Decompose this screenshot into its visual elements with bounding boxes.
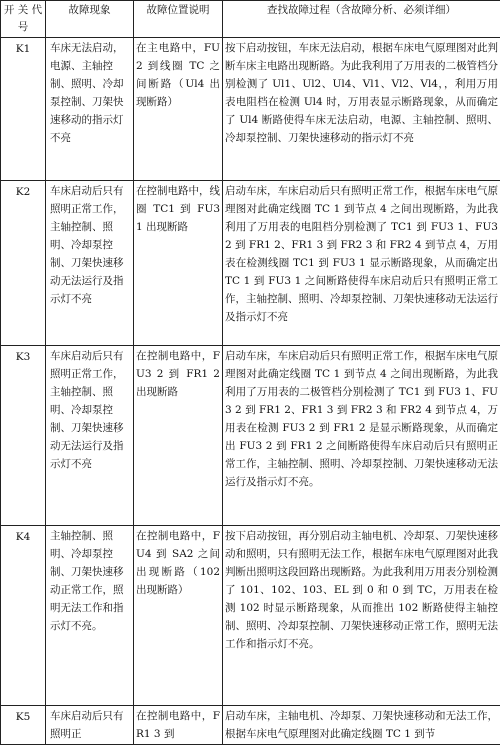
- row-code: K2: [1, 181, 46, 346]
- header-row: [1, 1, 500, 38]
- header-process: 查找故障过程（含故障分析、必须详细）: [223, 1, 500, 38]
- row-location: 在控制电路中，线圈 TC1 到 FU3 1 出现断路: [134, 181, 223, 346]
- row-location: 在控制电路中，FR1 3 到: [134, 706, 223, 745]
- table-row: [1, 38, 500, 181]
- row-phenomenon: 车床无法启动，电源、主轴控制、照明、冷却泵控制、刀架快速移动的指示灯不亮: [46, 38, 134, 181]
- row-code: K5: [1, 706, 46, 745]
- table-row: [1, 346, 500, 526]
- row-process: 启动车床，主轴电机、冷却泵、刀架快速移动和无法工作，根据车床电气原理图对此确定线圈 TC 1 到节: [223, 706, 500, 745]
- row-phenomenon: 车床启动后只有照明正常工作，主轴控制、照明、冷却泵控制、刀架快速移动无法运行及指示灯不亮: [46, 346, 134, 526]
- row-process: 启动车床，车床启动后只有照明正常工作，根据车床电气原理图对此确定线圈 TC 1 到节点 4 之间出现断路，为此我利用了万用表的二极管档分别检测了 TC1 到 FU3 1、FU3 2 到 FR1 2、FR1 3 到 FR2 3 和 FR2 4 到节点 4，万用表在检测 FU3 2 到 FR1 2 是显示断路现象，从而确定出 FU3 2 到 FR1 2 之间断路使得车床启动后只有照明正常工作，主轴控制、照明、冷却泵控制、刀架快速移动无法运行及指示灯不亮。: [223, 346, 500, 526]
- header-location: 故障位置说明: [134, 1, 223, 38]
- table-row: [1, 706, 500, 745]
- row-phenomenon: 主轴控制、照明、冷却泵控制、刀架快速移动正常工作，照明无法工作和指示灯不亮。: [46, 526, 134, 706]
- row-phenomenon: 车床启动后只有照明正常工作，主轴控制、照明、冷却泵控制、刀架快速移动无法运行及指示灯不亮: [46, 181, 134, 346]
- row-phenomenon: 车床启动后只有照明正: [46, 706, 134, 745]
- row-code: K1: [1, 38, 46, 181]
- header-phenomenon: 故障现象: [46, 1, 134, 38]
- row-code: K3: [1, 346, 46, 526]
- row-process: 启动车床，车床启动后只有照明正常工作，根据车床电气原理图对此确定线圈 TC 1 到节点 4 之间出现断路，为此我利用了万用表的电阻档分别检测了 TC1 到 FU3 1、FU3 2 到 FR1 2、FR1 3 到 FR2 3 和 FR2 4 到节点 4，万用表在检测线圈 TC1 到 FU3 1 显示断路现象，从而确定出 TC 1 到 FU3 1 之间断路使得车床启动后只有照明正常工作，主轴控制、照明、冷却泵控制、刀架快速移动无法运行及指示灯不亮: [223, 181, 500, 346]
- table-row: [1, 181, 500, 346]
- row-location: 在控制电路中，FU4 到 SA2 之间出现断路（102 出现断路）: [134, 526, 223, 706]
- header-code: 开 关 代号: [1, 1, 46, 38]
- table-row: [1, 526, 500, 706]
- row-code: K4: [1, 526, 46, 706]
- row-process: 按下启动按钮，再分别启动主轴电机、冷却泵、刀架快速移动和照明，只有照明无法工作，根据车床电气原理图对此我判断出照明这段回路出现断路。为此我利用万用表分别检测了 101、102、103、EL 到 0 和 0 到 TC，万用表在检测 102 时显示断路现象，从而推出 102 断路使得主轴控制、照明、冷却泵控制、刀架快速移动正常工作，照明无法工作和指示灯不亮。: [223, 526, 500, 706]
- row-process: 按下启动按钮，车床无法启动，根据车床电气原理图对此判断车床主电路出现断路。为此我利用了万用表的二极管档分别检测了 Ul1、Ul2、Ul4、Vl1、Vl2、Vl4，，利用万用表电阻档在检测 Ul4 时，万用表显示断路现象，从而确定了 Ul4 断路使得车床无法启动，电源、主轴控制、照明、冷却泵控制、刀架快速移动的指示灯不亮: [223, 38, 500, 181]
- row-location: 在主电路中，FU2 到线圈 TC 之间断路（Ul4 出现断路）: [134, 38, 223, 181]
- row-location: 在控制电路中，FU3 2 到 FR1 2 出现断路: [134, 346, 223, 526]
